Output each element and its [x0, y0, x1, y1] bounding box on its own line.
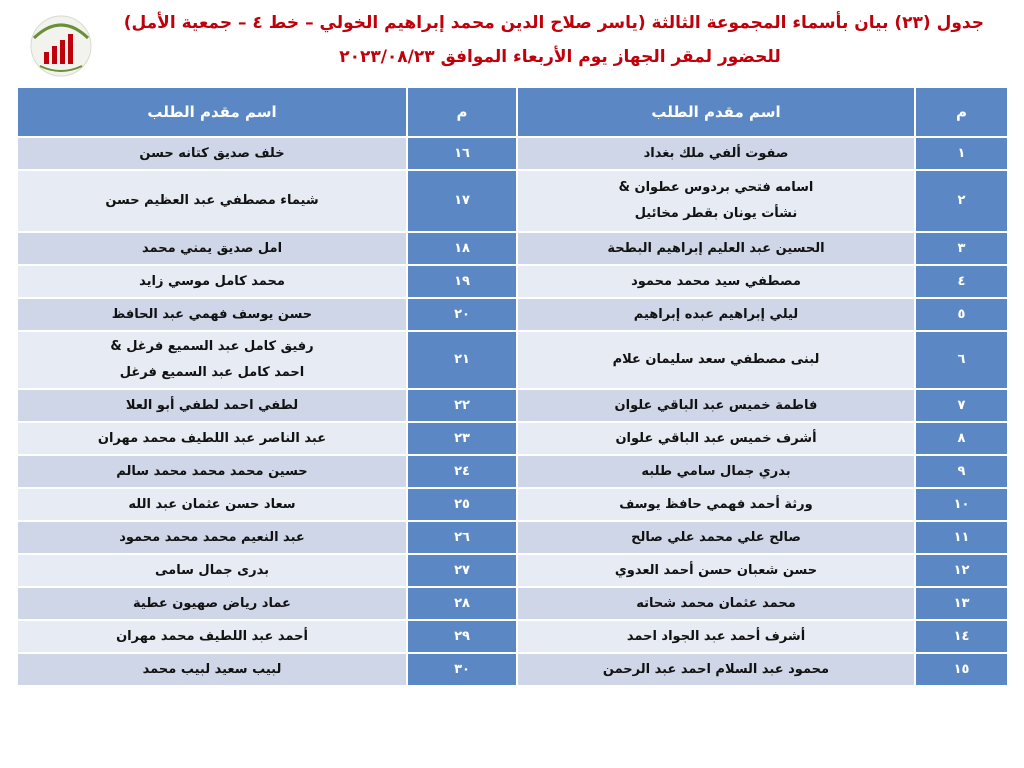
table-row [17, 587, 1008, 620]
table-row [17, 331, 1008, 389]
applicant-name: سعاد حسن عثمان عبد الله [17, 488, 407, 521]
applicant-name: بدرى جمال سامى [17, 554, 407, 587]
row-number: ٩ [915, 455, 1008, 488]
table-header-row [17, 87, 1008, 137]
table-row [17, 389, 1008, 422]
row-number: ٧ [915, 389, 1008, 422]
applicant-name: محمود عبد السلام احمد عبد الرحمن [517, 653, 915, 686]
applicant-name: أحمد عبد اللطيف محمد مهران [17, 620, 407, 653]
applicant-name-pair [517, 170, 915, 232]
applicant-name: حسن شعبان حسن أحمد العدوي [517, 554, 915, 587]
row-number: ١٩ [407, 265, 517, 298]
applicant-name: احمد كامل عبد السميع فرغل [119, 365, 305, 380]
applicant-name: ورثة أحمد فهمي حافظ يوسف [517, 488, 915, 521]
row-number: ٢٩ [407, 620, 517, 653]
row-number: ٢ [915, 170, 1008, 232]
row-number: ١٤ [915, 620, 1008, 653]
applicant-name: لطفي احمد لطفي أبو العلا [17, 389, 407, 422]
applicant-name: ليلي إبراهيم عبده إبراهيم [517, 298, 915, 331]
applicant-name: اسامه فتحي بردوس عطوان & [618, 180, 814, 195]
applicant-name: أشرف خميس عبد الباقي علوان [517, 422, 915, 455]
row-number: ١ [915, 137, 1008, 170]
applicant-name: نشأت يونان بقطر مخائيل [634, 206, 798, 221]
row-number: ٢٨ [407, 587, 517, 620]
table-row [17, 170, 1008, 232]
row-number: ٢٤ [407, 455, 517, 488]
applicant-name: الحسين عبد العليم إبراهيم البطحة [517, 232, 915, 265]
table-row [17, 488, 1008, 521]
column-header-number: م [407, 87, 517, 137]
row-number: ٣٠ [407, 653, 517, 686]
table-row [17, 422, 1008, 455]
applicant-name: فاطمة خميس عبد الباقي علوان [517, 389, 915, 422]
applicant-name: عبد النعيم محمد محمد محمود [17, 521, 407, 554]
applicant-name: عبد الناصر عبد اللطيف محمد مهران [17, 422, 407, 455]
applicant-name: شيماء مصطفي عبد العظيم حسن [17, 170, 407, 232]
applicant-name: رفيق كامل عبد السميع فرغل & [110, 339, 314, 354]
row-number: ١٥ [915, 653, 1008, 686]
table-row [17, 455, 1008, 488]
applicant-name: بدري جمال سامي طلبه [517, 455, 915, 488]
row-number: ٤ [915, 265, 1008, 298]
table-row [17, 137, 1008, 170]
applicant-name: صالح علي محمد علي صالح [517, 521, 915, 554]
row-number: ٢٣ [407, 422, 517, 455]
applicant-name: لبيب سعيد لبيب محمد [17, 653, 407, 686]
row-number: ٣ [915, 232, 1008, 265]
applicant-name: عماد رياض صهيون عطية [17, 587, 407, 620]
applicant-name-pair [17, 331, 407, 389]
row-number: ٢١ [407, 331, 517, 389]
row-number: ١٧ [407, 170, 517, 232]
applicant-name: امل صديق يمني محمد [17, 232, 407, 265]
row-number: ١١ [915, 521, 1008, 554]
applicant-name: أشرف أحمد عبد الجواد احمد [517, 620, 915, 653]
row-number: ٢٦ [407, 521, 517, 554]
applicant-name: حسن يوسف فهمي عبد الحافظ [17, 298, 407, 331]
applicant-name: محمد كامل موسي زايد [17, 265, 407, 298]
row-number: ١٦ [407, 137, 517, 170]
row-number: ٢٢ [407, 389, 517, 422]
row-number: ١٠ [915, 488, 1008, 521]
applicant-name: صفوت ألفي ملك بغداد [517, 137, 915, 170]
applicant-name: خلف صديق كتانه حسن [17, 137, 407, 170]
applicants-table [16, 86, 1009, 687]
page-title: جدول (٢٣) بيان بأسماء المجموعة الثالثة (ياسر صلاح الدين محمد إبراهيم الخولي – خط ٤ – جمعية الأمل) [123, 13, 984, 33]
attendance-subtitle: للحضور لمقر الجهاز يوم الأربعاء الموافق ٢٠٢٣/٠٨/٢٣ [339, 47, 781, 67]
table-row [17, 521, 1008, 554]
table-row [17, 554, 1008, 587]
table-row [17, 298, 1008, 331]
association-logo [22, 8, 100, 80]
table-row [17, 653, 1008, 686]
row-number: ٢٥ [407, 488, 517, 521]
row-number: ٢٧ [407, 554, 517, 587]
column-header-number: م [915, 87, 1008, 137]
table-row [17, 265, 1008, 298]
row-number: ٦ [915, 331, 1008, 389]
row-number: ٥ [915, 298, 1008, 331]
row-number: ١٣ [915, 587, 1008, 620]
applicant-name: لبنى مصطفي سعد سليمان علام [517, 331, 915, 389]
column-header-applicant-name: اسم مقدم الطلب [517, 87, 915, 137]
row-number: ١٨ [407, 232, 517, 265]
table-row [17, 620, 1008, 653]
table-row [17, 232, 1008, 265]
column-header-applicant-name: اسم مقدم الطلب [17, 87, 407, 137]
row-number: ١٢ [915, 554, 1008, 587]
applicant-name: مصطفي سيد محمد محمود [517, 265, 915, 298]
applicant-name: حسين محمد محمد محمد سالم [17, 455, 407, 488]
applicant-name: محمد عثمان محمد شحاته [517, 587, 915, 620]
row-number: ٨ [915, 422, 1008, 455]
row-number: ٢٠ [407, 298, 517, 331]
